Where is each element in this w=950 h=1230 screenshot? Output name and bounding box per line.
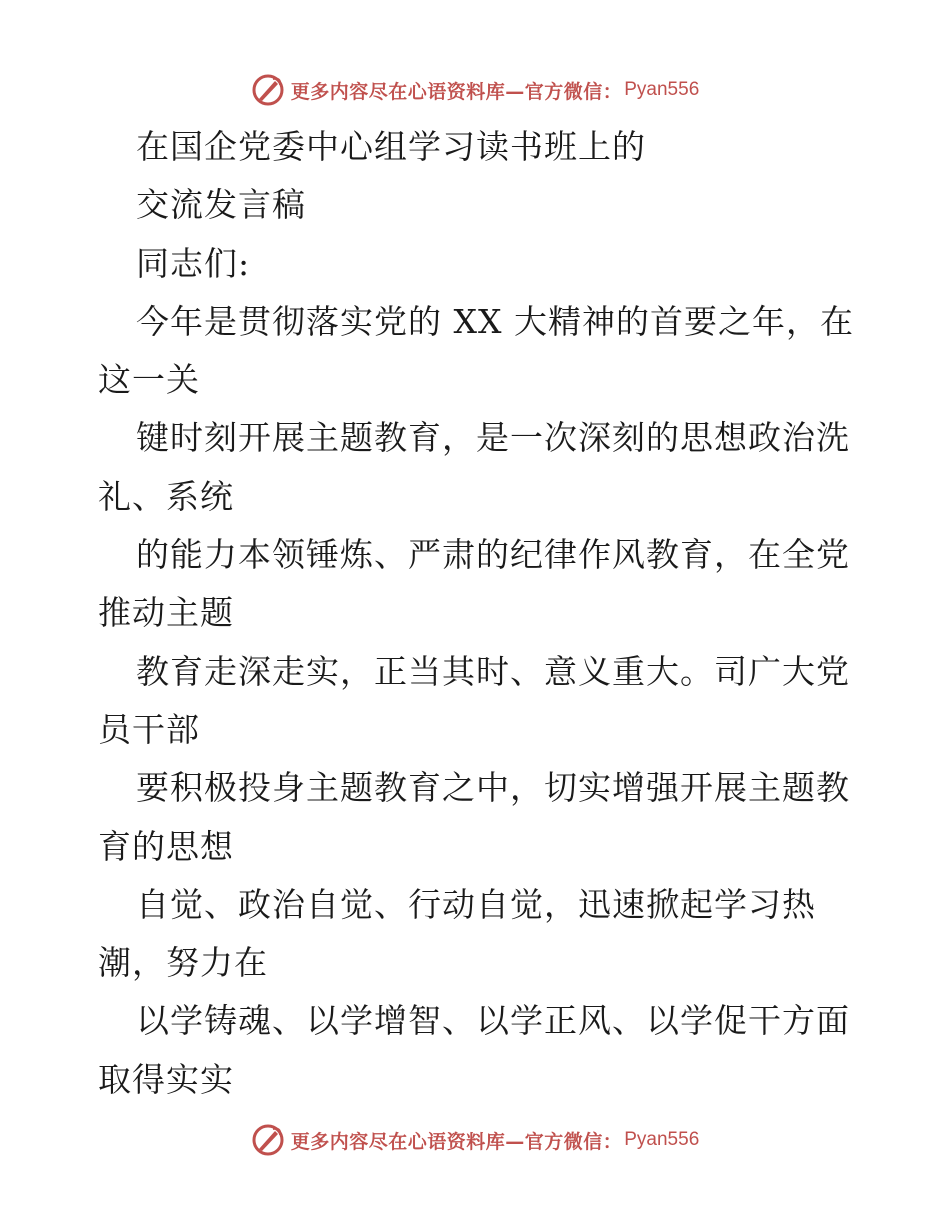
banner-wechat-handle: Pyan556 xyxy=(624,1129,700,1150)
document-line: 键时刻开展主题教育，是一次深刻的思想政治洗 xyxy=(136,418,850,458)
document-line: 这一关 xyxy=(98,360,200,400)
document-line: 礼、系统 xyxy=(98,476,234,516)
document-line: 潮，努力在 xyxy=(98,943,268,983)
quill-logo-icon xyxy=(251,73,285,107)
document-line: 员干部 xyxy=(98,709,200,749)
document-line: 同志们: xyxy=(136,243,251,283)
document-line: 教育走深走实，正当其时、意义重大。司广大党 xyxy=(136,651,850,691)
footer-watermark-banner xyxy=(0,1120,950,1160)
banner-text: 更多内容尽在心语资料库—官方微信： xyxy=(290,1130,623,1153)
document-line: 育的思想 xyxy=(98,826,234,866)
document-line: 在国企党委中心组学习读书班上的 xyxy=(136,127,646,166)
header-watermark-banner xyxy=(0,70,950,110)
document-line: 自觉、政治自觉、行动自觉，迅速掀起学习热 xyxy=(136,884,816,924)
quill-logo-icon xyxy=(251,1123,285,1157)
document-line: 推动主题 xyxy=(98,593,234,633)
document-line: 的能力本领锤炼、严肃的纪律作风教育，在全党 xyxy=(136,535,850,575)
document-line: 以学铸魂、以学增智、以学正风、以学促干方面 xyxy=(136,1001,850,1041)
document-line: 今年是贯彻落实党的 XX 大精神的首要之年，在 xyxy=(136,301,854,341)
document-body xyxy=(98,118,868,1109)
document-line: 交流发言稿 xyxy=(136,185,306,225)
document-line: 要积极投身主题教育之中，切实增强开展主题教 xyxy=(136,768,850,808)
document-line: 取得实实 xyxy=(98,1059,234,1099)
banner-wechat-handle: Pyan556 xyxy=(624,79,700,100)
banner-text: 更多内容尽在心语资料库—官方微信： xyxy=(290,80,623,103)
